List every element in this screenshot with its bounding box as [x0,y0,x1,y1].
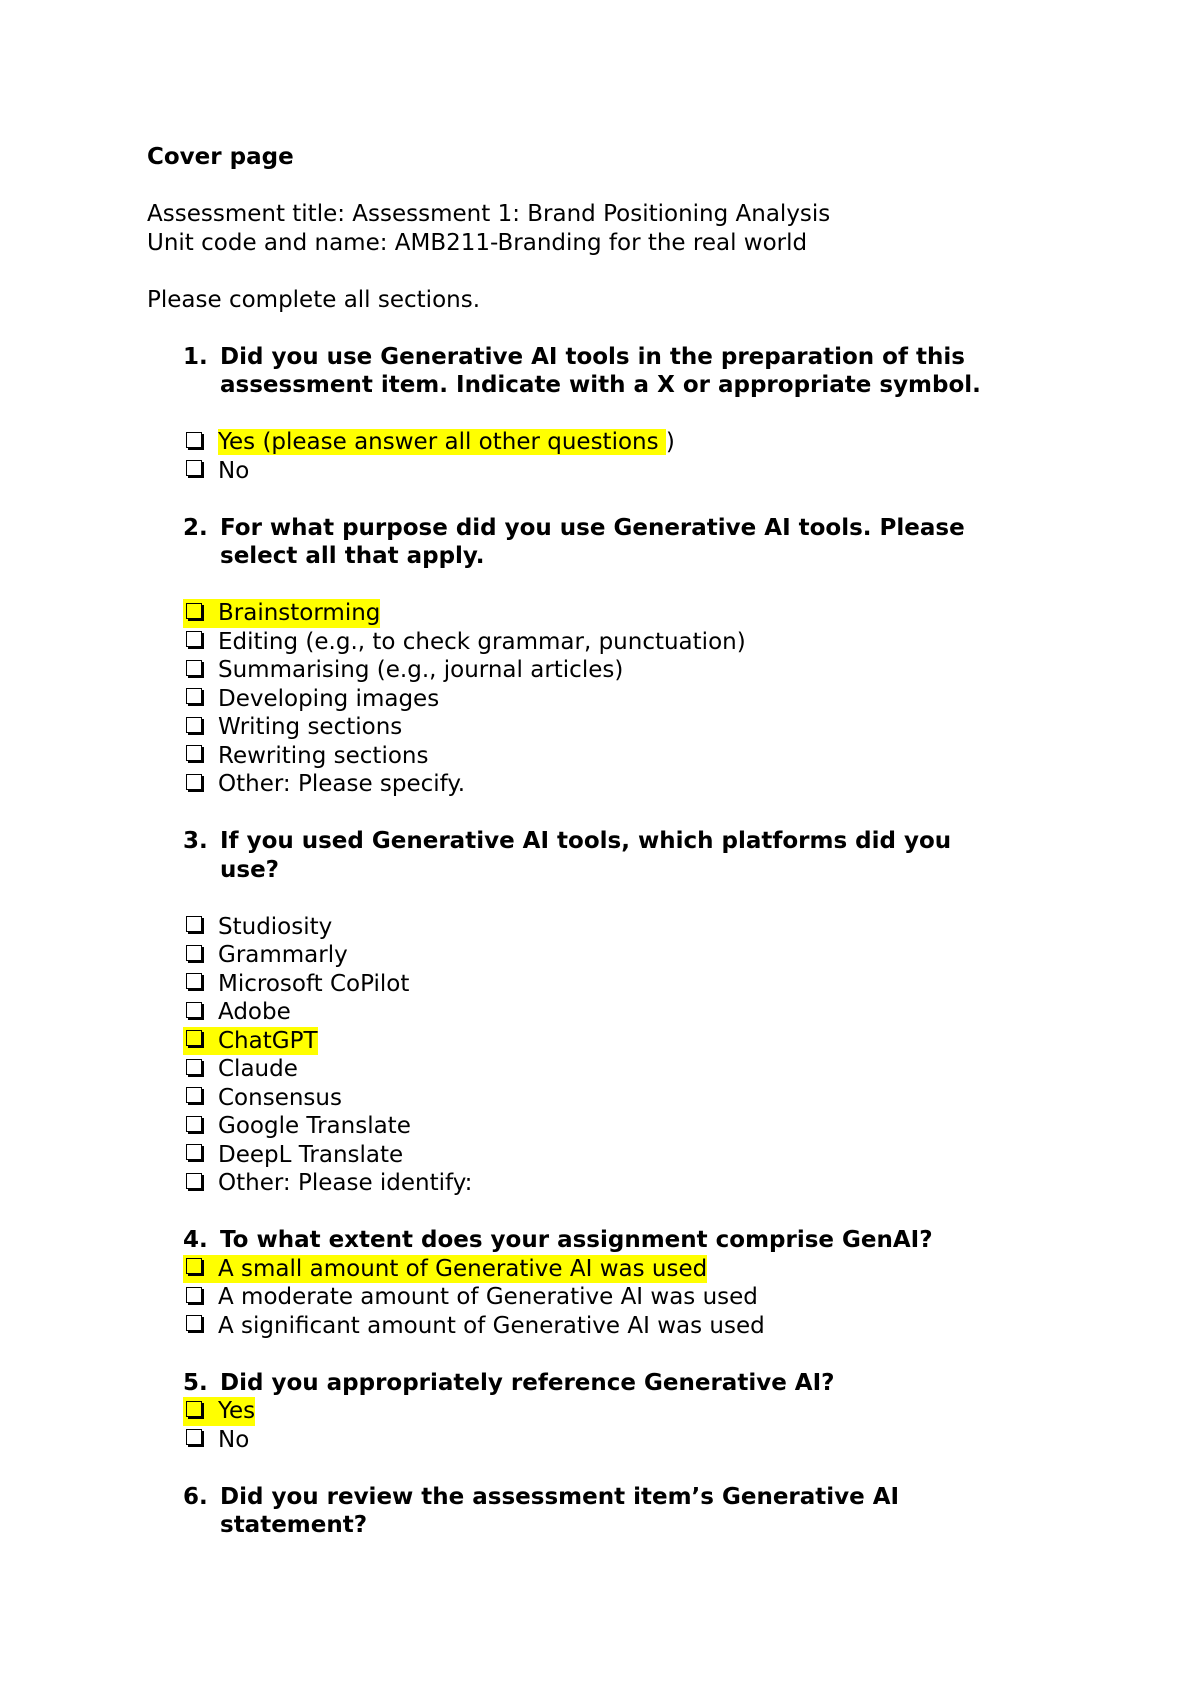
checkbox-icon[interactable] [186,631,202,647]
checkbox-icon[interactable] [186,1002,202,1018]
question-text-line: assessment item. Indicate with a X or appropriate symbol. [220,372,981,398]
checkbox-icon[interactable] [186,945,202,961]
option-yes[interactable] [183,428,1067,457]
checkbox-icon[interactable] [186,432,202,448]
option-label: A moderate amount of Generative AI was used [218,1284,758,1310]
unit-code-name: Unit code and name: AMB211-Branding for the real world [147,229,808,256]
option-adobe[interactable] [183,998,1067,1027]
question-text-line: use? [220,856,280,883]
checkbox-icon[interactable] [186,1315,202,1331]
question-number: 6. [183,1483,208,1510]
option-claude[interactable] [183,1055,1067,1084]
option-brainstorming[interactable] [183,599,1067,628]
option-studiosity[interactable] [183,913,1067,942]
question-number: 5. [183,1369,208,1396]
question-heading [147,514,1067,571]
checkbox-icon[interactable] [186,688,202,704]
question-heading [147,1483,1067,1540]
option-grammarly[interactable] [183,941,1067,970]
option-label: No [218,1426,250,1453]
option-other[interactable] [183,770,1067,799]
option-label: DeepL Translate [218,1141,404,1168]
option-label: A significant amount of Generative AI was used [218,1312,765,1339]
question-text-line: select all that apply. [220,543,485,569]
question-2 [147,514,1067,799]
option-label: Studiosity [218,913,333,940]
question-number: 4. [183,1227,208,1253]
option-label: Yes [218,1398,256,1424]
option-label: Other: Please identify: [218,1170,473,1196]
option-label: Editing (e.g., to check grammar, punctuation) [218,628,746,655]
option-developing-images[interactable] [183,685,1067,714]
question-4 [147,1226,1067,1340]
checkbox-icon[interactable] [186,460,202,476]
option-label: Other: Please specify. [218,771,466,797]
option-label: Google Translate [218,1113,411,1139]
checkbox-icon[interactable] [186,973,202,989]
question-text-line: For what purpose did you use Generative AI tools. Please [220,514,965,541]
checkbox-icon[interactable] [186,1287,202,1303]
page-title: Cover page [147,144,294,170]
option-microsoft-copilot[interactable] [183,970,1067,999]
option-no[interactable] [183,457,1067,486]
checkbox-icon[interactable] [186,1429,202,1445]
option-deepl-translate[interactable] [183,1141,1067,1170]
question-number: 2. [183,514,208,541]
checkbox-icon[interactable] [186,1059,202,1075]
option-consensus[interactable] [183,1084,1067,1113]
question-text-line: To what extent does your assignment comprise GenAI? [220,1227,933,1253]
checkbox-icon[interactable] [186,745,202,761]
question-3 [147,827,1067,1198]
question-heading [147,1226,1067,1255]
option-writing-sections[interactable] [183,713,1067,742]
checkbox-icon[interactable] [186,1173,202,1189]
option-label: Microsoft CoPilot [218,970,410,997]
question-heading [147,1369,1067,1398]
option-label-suffix: ) [665,429,675,455]
option-label: Developing images [218,685,440,712]
option-significant-amount[interactable] [183,1312,1067,1341]
checkbox-icon[interactable] [186,1144,202,1160]
option-label: A small amount of Generative AI was used [218,1255,708,1282]
question-text-line: Did you review the assessment item’s Generative AI [220,1483,900,1510]
instruction-text: Please complete all sections. [147,286,481,313]
option-label: ChatGPT [218,1027,318,1054]
question-text-line: Did you appropriately reference Generative AI? [220,1369,835,1396]
option-label: Adobe [218,999,291,1025]
assessment-title: Assessment title: Assessment 1: Brand Positioning Analysis [147,201,831,227]
option-small-amount[interactable] [183,1255,1067,1284]
option-label: Yes (please answer all other questions [218,429,659,455]
checkbox-icon[interactable] [186,774,202,790]
option-label: Consensus [218,1084,342,1111]
option-summarising[interactable] [183,656,1067,685]
option-editing[interactable] [183,628,1067,657]
checkbox-icon[interactable] [186,660,202,676]
option-label: Writing sections [218,714,403,740]
checkbox-icon[interactable] [186,717,202,733]
question-heading [147,827,1067,884]
checkbox-icon[interactable] [186,1258,202,1274]
document-page [147,143,1067,1540]
question-1 [147,343,1067,486]
checkbox-icon[interactable] [186,1116,202,1132]
option-moderate-amount[interactable] [183,1283,1067,1312]
question-text-line: Did you use Generative AI tools in the preparation of this [220,343,965,370]
checkbox-icon[interactable] [186,1030,202,1046]
question-6 [147,1483,1067,1540]
question-text-line: statement? [220,1512,368,1538]
question-number: 1. [183,343,208,370]
option-no[interactable] [183,1426,1067,1455]
question-5 [147,1369,1067,1455]
option-label: Brainstorming [218,600,381,626]
option-rewriting-sections[interactable] [183,742,1067,771]
option-yes[interactable] [183,1397,1067,1426]
option-label: Grammarly [218,942,348,968]
question-text-line: If you used Generative AI tools, which platforms did you [220,828,952,854]
option-google-translate[interactable] [183,1112,1067,1141]
option-label: Claude [218,1056,298,1082]
checkbox-icon[interactable] [186,603,202,619]
question-number: 3. [183,828,208,854]
option-other[interactable] [183,1169,1067,1198]
option-chatgpt[interactable] [183,1027,1067,1056]
option-label: Rewriting sections [218,742,429,769]
question-heading [147,343,1067,400]
option-label: Summarising (e.g., journal articles) [218,657,624,683]
option-label: No [218,457,250,484]
checkbox-icon[interactable] [186,1401,202,1417]
checkbox-icon[interactable] [186,1087,202,1103]
checkbox-icon[interactable] [186,916,202,932]
